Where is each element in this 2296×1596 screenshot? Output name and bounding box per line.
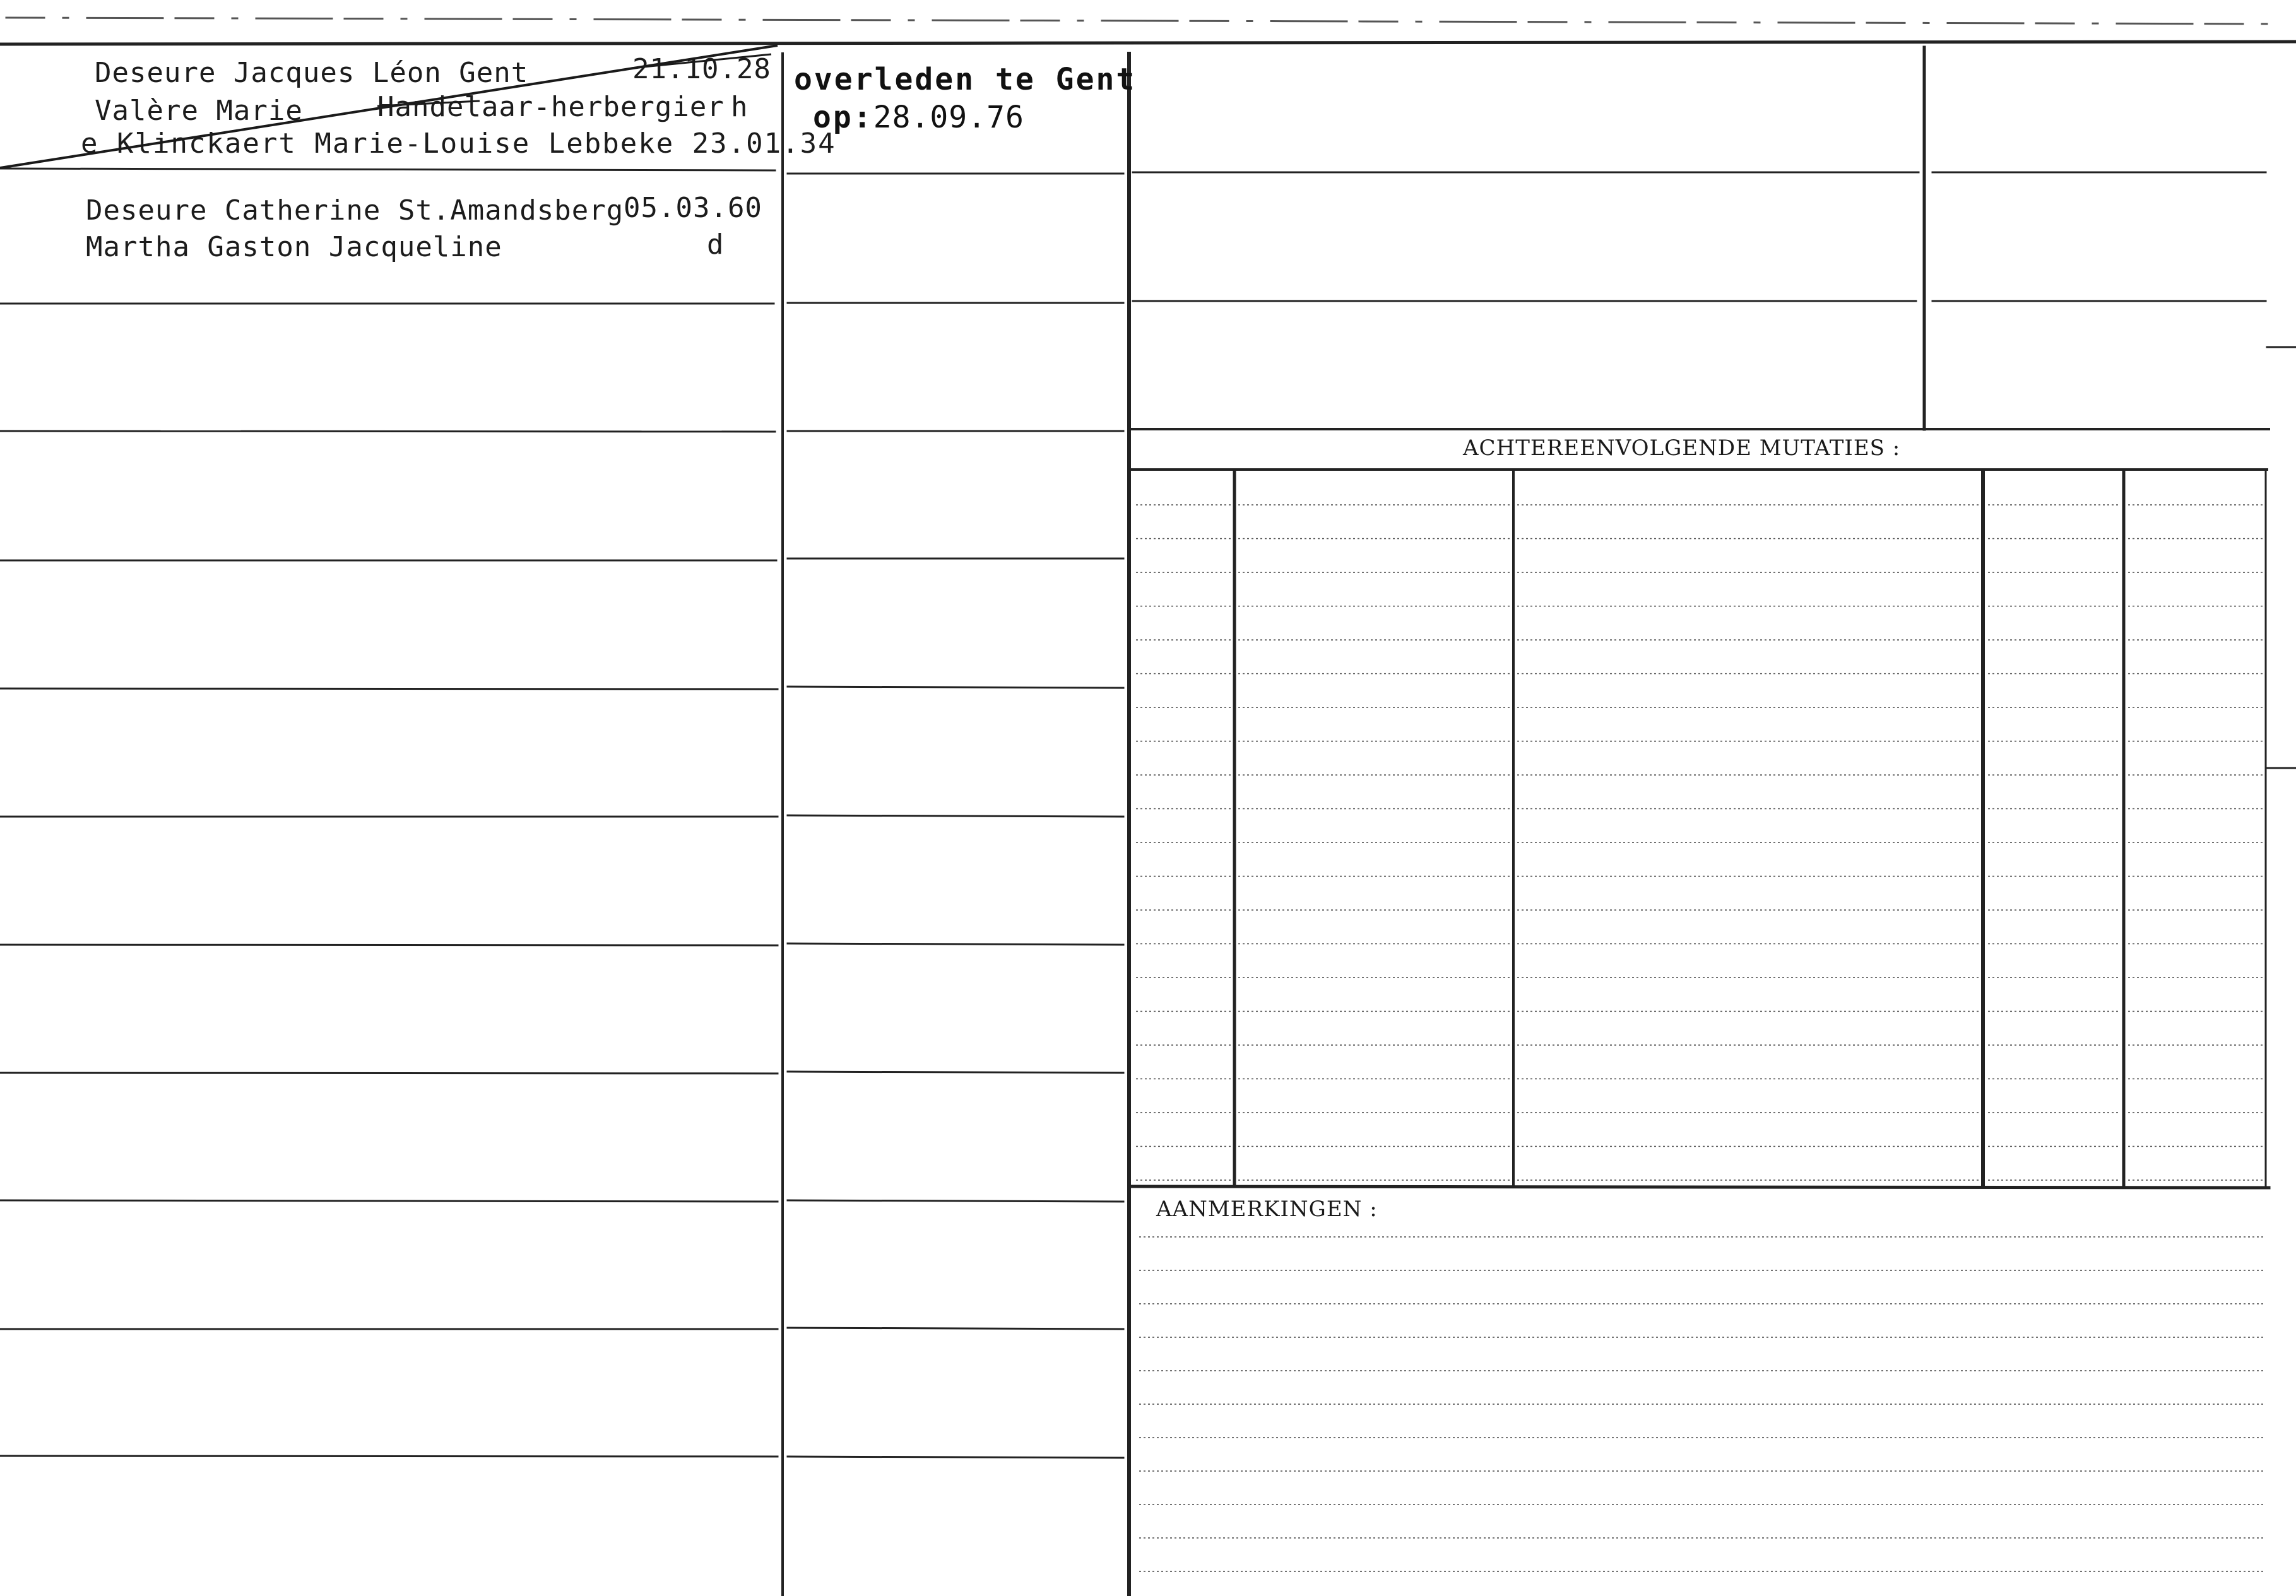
remarks-heading: AANMERKINGEN : — [1156, 1197, 1378, 1222]
entry-1-birth-date: 21.10.28 — [632, 53, 771, 85]
entry-2-name-line: Deseure Catherine St.Amandsberg — [86, 194, 624, 227]
death-note-date-line — [813, 98, 1024, 136]
death-note-place: overleden te Gent — [794, 62, 1137, 97]
entry-2-given-names: Martha Gaston Jacqueline — [86, 231, 502, 263]
mutations-heading: ACHTEREENVOLGENDE MUTATIES : — [1463, 435, 1901, 461]
entry-1-code: h — [731, 91, 749, 123]
death-note-prefix: op: — [813, 100, 873, 135]
entry-1-name-line: Deseure Jacques Léon Gent — [95, 57, 529, 89]
entry-1-given-names: Valère Marie — [95, 95, 303, 127]
entry-1-occupation: Handelaar-herbergier — [377, 91, 725, 123]
death-note-date: 28.09.76 — [873, 100, 1024, 135]
entry-1-spouse-line: e Klinckaert Marie-Louise Lebbeke 23.01.34 — [81, 127, 836, 160]
entry-2-code: d — [707, 228, 725, 261]
entry-2-birth-date: 05.03.60 — [624, 192, 762, 224]
